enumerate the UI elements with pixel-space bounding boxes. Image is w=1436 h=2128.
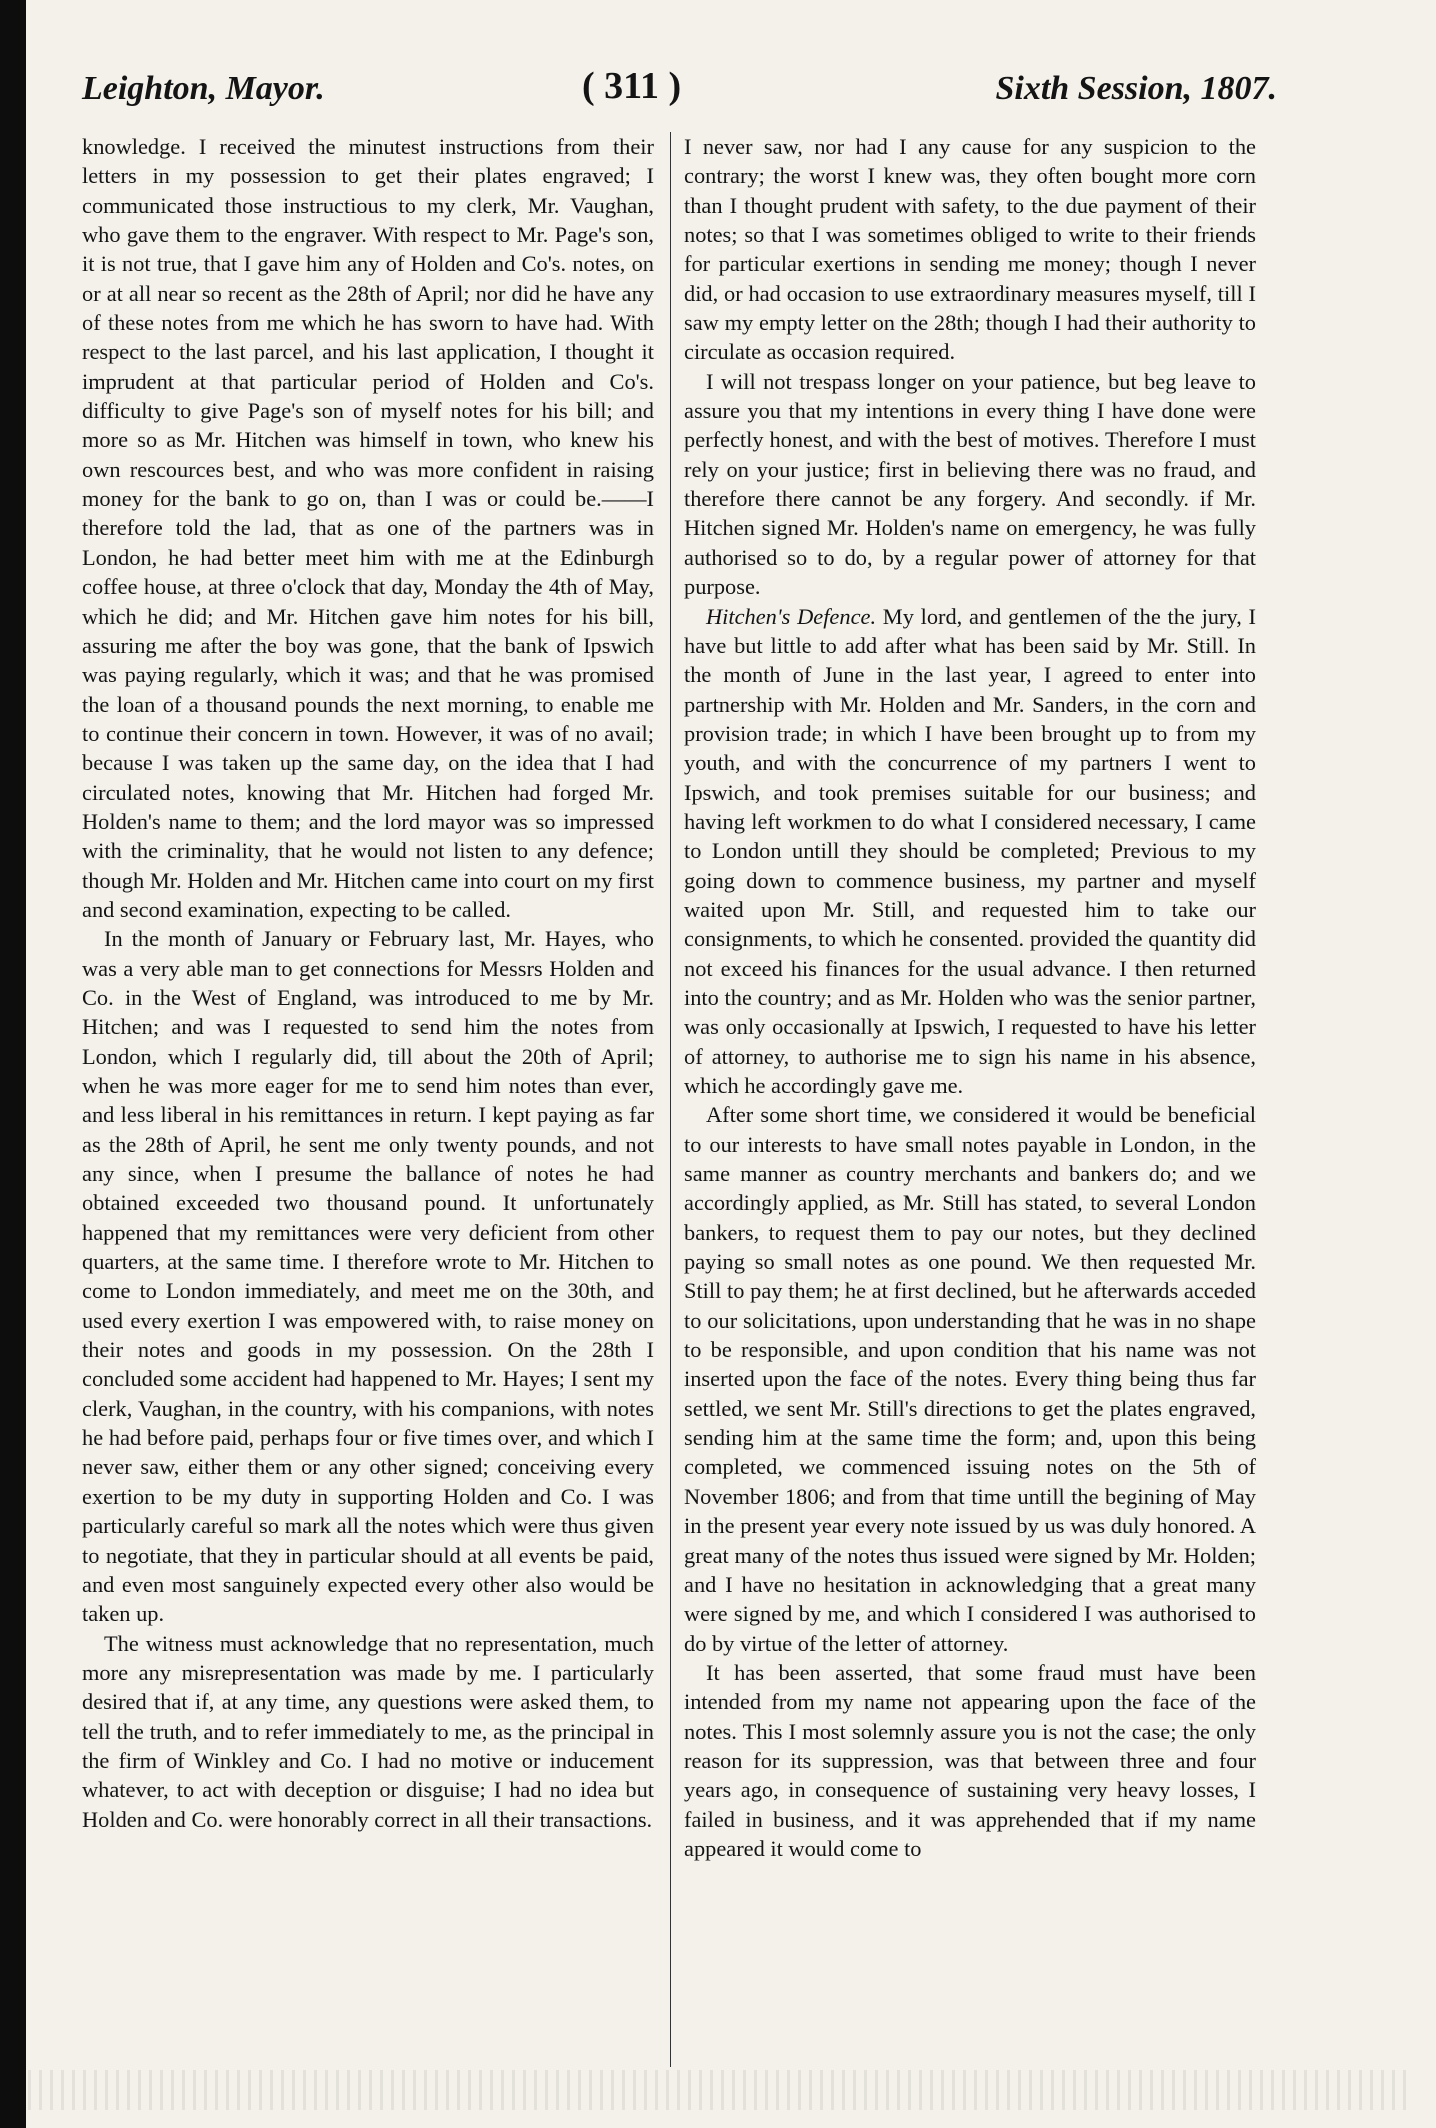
paragraph [684, 602, 1256, 1101]
header-right: Sixth Session, 1807. [995, 70, 1277, 107]
page-number: ( 311 ) [582, 65, 682, 107]
column-rule [670, 132, 671, 2067]
scan-noise [28, 2070, 1408, 2110]
paragraph: It has been asserted, that some fraud must have been intended from my name not appearing upon the face of the notes. This I most solemnly assure you is not the case; the only reason for its suppression, was that between three and four years ago, in consequence of sustaining very heavy losses, I failed in business, and it was apprehended that if my name appeared it would come to [684, 1659, 1256, 1861]
right-column [684, 132, 1256, 1863]
paragraph: I will not trespass longer on your patience, but beg leave to assure you that my intentions in every thing I have done were perfectly honest, and with the best of motives. Therefore I must rely on your justice; first in believing there was no fraud, and therefore there cannot be any forgery. And secondly. if Mr. Hitchen signed Mr. Holden's name on emergency, he was fully authorised so to do, by a regular power of attorney for that purpose. [684, 368, 1256, 600]
running-header [72, 52, 1277, 112]
paragraph: After some short time, we considered it would be beneficial to our interests to have small notes payable in London, in the same manner as country merchants and bankers do; and we accordingly applied, as Mr. Still has stated, to several London bankers, to request them to pay our notes, but they declined paying so small notes as one pound. We then requested Mr. Still to pay them; he at first declined, but he afterwards acceded to our solicitations, upon understanding that he was in no shape to be responsible, and upon condition that his name was not inserted upon the face of the notes. Every thing being thus far settled, we sent Mr. Still's directions to get the plates engraved, sending him at the same time the form; and, upon this being completed, we commenced issuing notes on the 5th of November 1806; and from that time untill the begining of May in the present year every note issued by us was duly honored. A great many of the notes thus issued were signed by Mr. Holden; and I have no hesitation in acknowledging that a great many were signed by me, and which I considered I was authorised to do by virtue of the letter of attorney. [684, 1102, 1256, 1656]
paragraph: In the month of January or February last, Mr. Hayes, who was a very able man to get connections for Messrs Holden and Co. in the West of England, was introduced to me by Mr. Hitchen; and was I requested to send him the notes from London, which I regularly did, till about the 20th of April; when he was more eager for me to send him notes than ever, and less liberal in his remittances in return. I kept paying as far as the 28th of April, he sent me only twenty pounds, and not any since, when I presume the ballance of notes he had obtained exceeded two thousand pound. It unfortunately happened that my remittances were very deficient from other quarters, at the same time. I therefore wrote to Mr. Hitchen to come to London immediately, and meet me on the 30th, and used every exertion I was empowered with, to raise money on their notes and goods in my possession. On the 28th I concluded some accident had happened to Mr. Hayes; I sent my clerk, Vaughan, in the country, with his companions, with notes he had before paid, perhaps four or five times over, and which I never saw, either them or any other signed; conceiving every exertion to be my duty in supporting Holden and Co. I was particularly careful so mark all the notes which were thus given to negotiate, that they in particular should at all events be paid, and even most sanguinely expected every other also would be taken up. [82, 926, 654, 1627]
paragraph: The witness must acknowledge that no representation, much more any misrepresentation was made by me. I particularly desired that if, at any time, any questions were asked them, to tell the truth, and to refer immediately to me, as the principal in the firm of Winkley and Co. I had no motive or inducement whatever, to act with deception or disguise; I had no idea but Holden and Co. were honorably correct in all their transactions. [82, 1630, 654, 1832]
binding-spine [0, 0, 26, 2128]
section-label: Hitchen's Defence. [706, 603, 877, 629]
paragraph: knowledge. I received the minutest instructions from their letters in my possession to get their plates engraved; I communicated those instructious to my clerk, Mr. Vaughan, who gave them to the engraver. With respect to Mr. Page's son, it is not true, that I gave him any of Holden and Co's. notes, on or at all near so recent as the 28th of April; nor did he have any of these notes from me which he has sworn to have had. With respect to the last parcel, and his last application, I thought it imprudent at that particular period of Holden and Co's. difficulty to give Page's son of myself notes for his bill; and more so as Mr. Hitchen was himself in town, who knew his own rescources best, and who was more confident in raising money for the bank to go on, than I was or could be.——I therefore told the lad, that as one of the partners was in London, he had better meet him with me at the Edinburgh coffee house, at three o'clock that day, Monday the 4th of May, which he did; and Mr. Hitchen gave him notes for his bill, assuring me after the boy was gone, that the bank of Ipswich was paying regularly, which it was; and that he was promised the loan of a thousand pounds the next morning, to enable me to continue their concern in town. However, it was of no avail; because I was taken up the same day, on the idea that I had circulated notes, knowing that Mr. Hitchen had forged Mr. Holden's name to them; and the lord mayor was so impressed with the criminality, that he would not listen to any defence; though Mr. Holden and Mr. Hitchen came into court on my first and second examination, expecting to be called. [82, 134, 654, 922]
page [72, 52, 1277, 2072]
paragraph: I never saw, nor had I any cause for any suspicion to the contrary; the worst I knew was, they often bought more corn than I thought prudent with safety, to the due payment of their notes; so that I was sometimes obliged to write to their friends for particular exertions in sending me money; though I never did, or had occasion to use extraordinary measures myself, till I saw my empty letter on the 28th; though I had their authority to circulate as occasion required. [684, 134, 1256, 365]
paragraph-text: My lord, and gentlemen of the the jury, I have but little to add after what has been said by Mr. Still. In the month of June in the last year, I agreed to enter into partnership with Mr. Holden and Mr. Sanders, in the corn and provision trade; in which I have been brought up to from my youth, and with the concurrence of my partners I went to Ipswich, and took premises suitable for our business; and having left workmen to do what I considered necessary, I came to London untill they should be completed; Previous to my going down to commence business, my partner and myself waited upon Mr. Still, and requested him to take our consignments, to which he consented. provided the quantity did not exceed his finances for the usual advance. I then returned into the country; and as Mr. Holden who was the senior partner, was only occasionally at Ipswich, I requested to have his letter of attorney, to authorise me to sign his name in his absence, which he accordingly gave me. [684, 603, 1256, 1098]
header-left: Leighton, Mayor. [82, 70, 325, 107]
left-column [82, 132, 654, 1834]
